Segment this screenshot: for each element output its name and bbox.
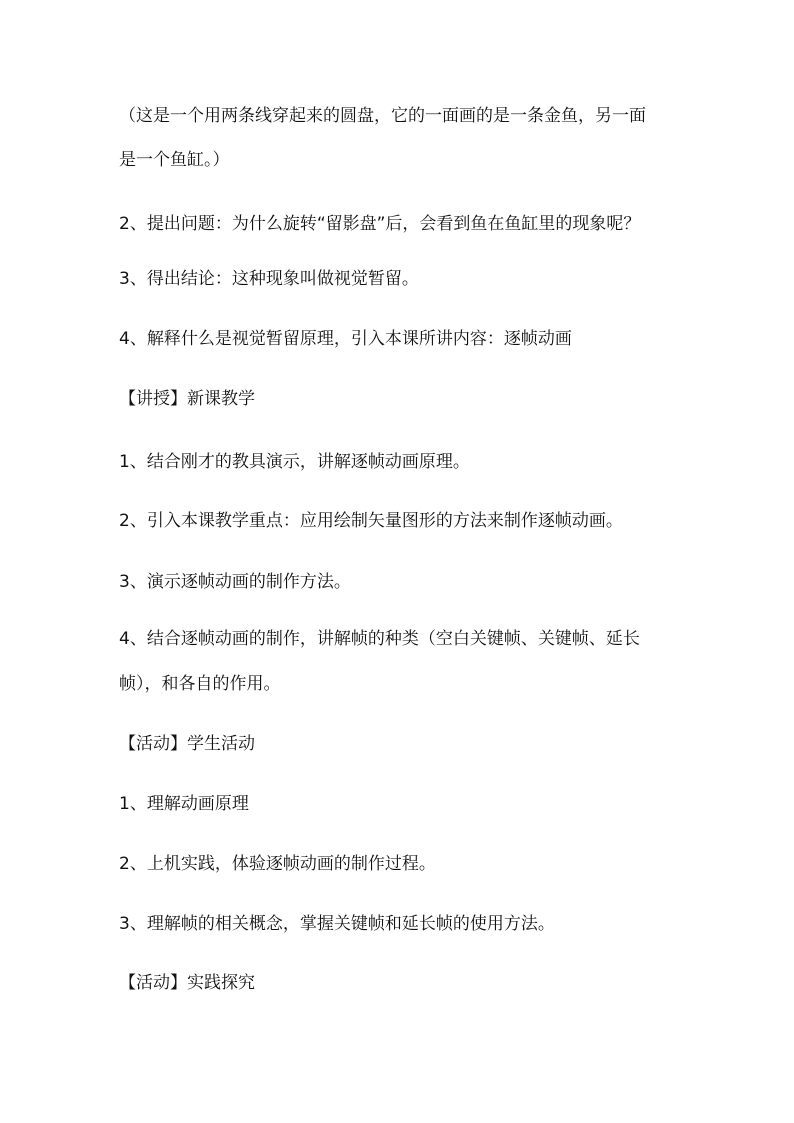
list-item: 2、上机实践，体验逐帧动画的制作过程。	[119, 854, 436, 874]
paragraph-line: （这是一个用两条线穿起来的圆盘，它的一面画的是一条金鱼，另一面	[119, 106, 646, 126]
list-item: 3、理解帧的相关概念，掌握关键帧和延长帧的使用方法。	[119, 914, 555, 934]
list-item: 2、引入本课教学重点：应用绘制矢量图形的方法来制作逐帧动画。	[119, 511, 623, 531]
list-item: 1、理解动画原理	[119, 794, 249, 814]
list-item: 4、解释什么是视觉暂留原理，引入本课所讲内容：逐帧动画	[119, 329, 572, 349]
section-heading: 【活动】实践探究	[119, 973, 255, 993]
list-item: 3、演示逐帧动画的制作方法。	[119, 572, 351, 592]
paragraph-line: 帧），和各自的作用。	[119, 674, 281, 694]
section-heading: 【活动】学生活动	[119, 734, 255, 754]
list-item: 1、结合刚才的教具演示，讲解逐帧动画原理。	[119, 452, 470, 472]
list-item: 4、结合逐帧动画的制作，讲解帧的种类（空白关键帧、关键帧、延长	[119, 629, 640, 649]
paragraph-line: 是一个鱼缸。）	[119, 150, 230, 170]
list-item: 2、提出问题：为什么旋转“留影盘”后，会看到鱼在鱼缸里的现象呢？	[119, 214, 641, 234]
list-item: 3、得出结论：这种现象叫做视觉暂留。	[119, 269, 419, 289]
section-heading: 【讲授】新课教学	[119, 389, 255, 409]
